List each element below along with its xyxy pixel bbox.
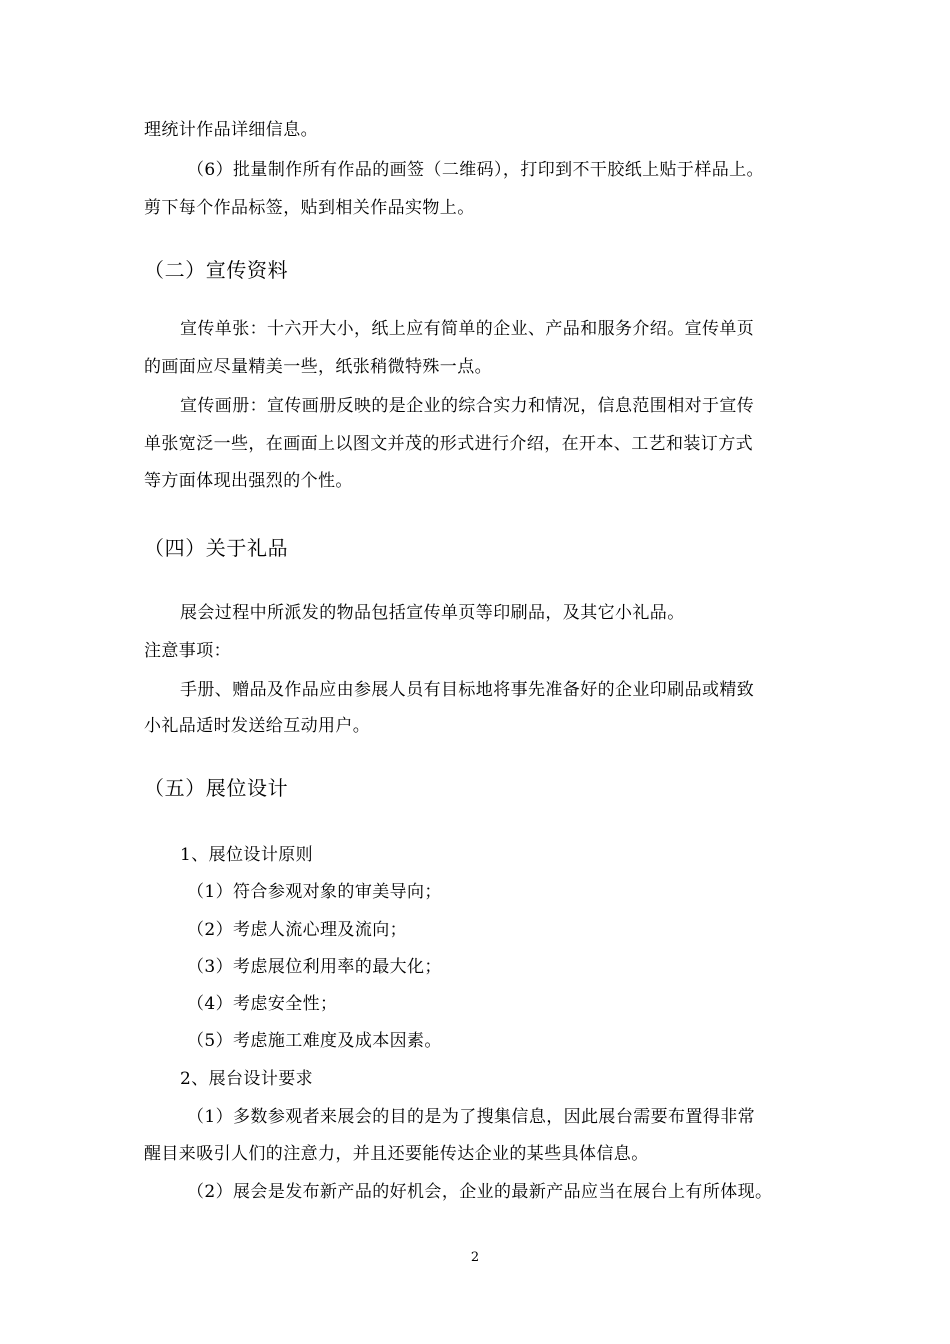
list-heading: 1、展位设计原则: [180, 845, 314, 865]
list-item: （4）考虑安全性；: [187, 994, 338, 1014]
body-line: 宣传画册：宣传画册反映的是企业的综合实力和情况，信息范围相对于宣传: [180, 396, 755, 416]
body-line: 理统计作品详细信息。: [144, 120, 318, 140]
section-heading: （四）关于礼品: [144, 536, 289, 560]
body-line: 展会过程中所派发的物品包括宣传单页等印刷品，及其它小礼品。: [180, 603, 685, 623]
body-line: 单张宽泛一些，在画面上以图文并茂的形式进行介绍，在开本、工艺和装订方式: [144, 434, 753, 454]
page-number: 2: [470, 1250, 480, 1265]
list-heading: 2、展台设计要求: [180, 1069, 314, 1089]
section-heading: （五）展位设计: [144, 776, 289, 800]
list-item: （1）多数参观者来展会的目的是为了搜集信息，因此展台需要布置得非常: [187, 1107, 756, 1127]
body-line: 小礼品适时发送给互动用户。: [144, 716, 371, 736]
list-item: （5）考虑施工难度及成本因素。: [187, 1031, 442, 1051]
section-heading: （二）宣传资料: [144, 258, 289, 282]
body-line: 宣传单张：十六开大小，纸上应有简单的企业、产品和服务介绍。宣传单页: [180, 319, 755, 339]
body-line: 等方面体现出强烈的个性。: [144, 471, 353, 491]
list-item: （2）展会是发布新产品的好机会，企业的最新产品应当在展台上有所体现。: [187, 1182, 773, 1202]
body-line: 剪下每个作品标签，贴到相关作品实物上。: [144, 198, 475, 218]
body-line: 手册、赠品及作品应由参展人员有目标地将事先准备好的企业印刷品或精致: [180, 680, 755, 700]
body-line: 的画面应尽量精美一些，纸张稍微特殊一点。: [144, 357, 492, 377]
body-line: 醒目来吸引人们的注意力，并且还要能传达企业的某些具体信息。: [144, 1144, 649, 1164]
body-line: 注意事项：: [144, 641, 231, 661]
list-item: （2）考虑人流心理及流向；: [187, 920, 408, 940]
body-line: （6）批量制作所有作品的画签（二维码），打印到不干胶纸上贴于样品上。: [187, 160, 764, 180]
list-item: （1）符合参观对象的审美导向；: [187, 882, 442, 902]
list-item: （3）考虑展位利用率的最大化；: [187, 957, 442, 977]
